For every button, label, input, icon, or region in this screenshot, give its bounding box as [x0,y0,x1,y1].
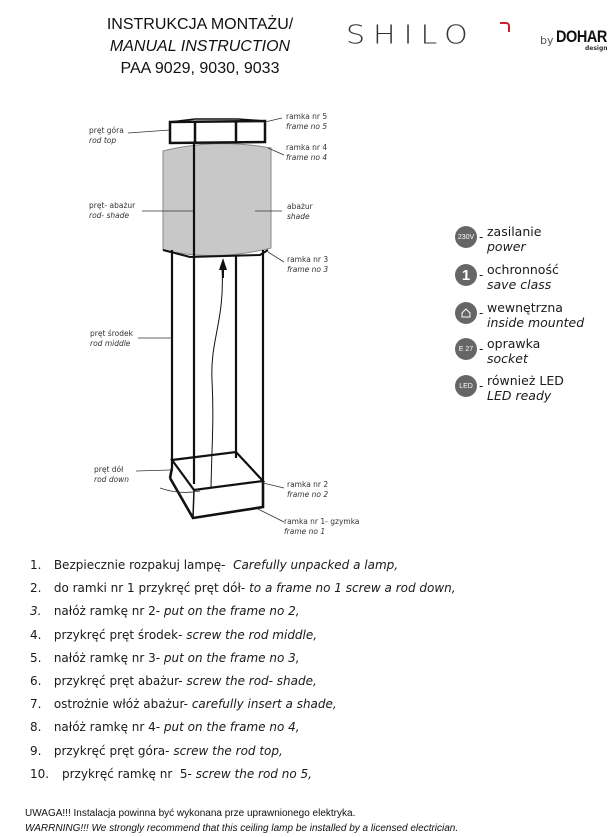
logo-by: by [540,34,554,47]
label-frame-2-en: frame no 2 [287,490,329,499]
dohar-logo: DOHAR [556,27,607,46]
label-rod-top-en: rod top [89,136,117,145]
step-en: put on the frame no 2, [163,604,300,619]
label-rod-middle-pl: pręt środek [90,329,133,338]
step-pl: nałóż ramkę nr 2- [53,604,161,619]
feature-power-en: power [487,239,526,254]
label-rod-shade-en: rod- shade [89,211,130,220]
safety-class-1-icon: 1 [455,264,477,286]
label-shade-pl: abażur [287,202,313,211]
step-item: 10. przykręć ramkę nr 5- screw the rod no 5, [30,766,312,781]
step-item: 6. przykręć pręt abażur- screw the rod- shade, [30,673,317,688]
feature-power-pl: zasilanie [487,224,542,239]
step-pl: Bezpiecznie rozpakuj lampę- [53,558,226,572]
label-frame-3-pl: ramka nr 3 [287,255,329,264]
step-en: screw the rod top, [173,743,283,758]
step-en: put on the frame no 3, [163,650,300,665]
step-item: 2. do ramki nr 1 przykręć pręt dół- to a frame no 1 screw a rod down, [30,581,456,596]
warning-en: WARRNING!!! We strongly recommend that this ceiling lamp be installed by a licensed electrician. [25,823,459,834]
label-frame-1-en: frame no 1 [284,527,326,536]
label-frame-4-en: frame no 4 [286,153,328,162]
title-polish: INSTRUKCJA MONTAŻU/ [106,16,294,33]
step-item: 7. ostrożnie włóż abażur- carefully insert a shade, [30,697,337,712]
step-en: screw the rod no 5, [195,766,312,781]
label-frame-5 [286,112,327,132]
label-frame-2 [287,480,328,500]
frame-1 [170,478,263,518]
warning-pl: UWAGA!!! Instalacja powinna być wykonana prze uprawnionego elektryka. [25,808,356,819]
step-en: screw the rod- shade, [186,673,317,688]
lamp-shade [163,144,271,256]
step-en: carefully insert a shade, [191,697,337,712]
arrow-up-icon [219,258,227,278]
step-item: 1. Bezpiecznie rozpakuj lampę- Carefully unpacked a lamp, [30,558,399,572]
label-frame-4 [286,143,327,163]
label-shade [287,202,313,222]
led-ready-icon: LED [455,375,477,397]
step-en: to a frame no 1 screw a rod down, [249,581,456,596]
label-rod-down-en: rod down [94,475,130,484]
warning-notice [25,806,458,836]
label-rod-shade-pl: pręt- abażur [89,201,136,210]
feature-led-ready-en: LED ready [487,388,552,403]
feature-safety-class-pl: ochronność [487,262,559,277]
label-rod-down-pl: pręt dół [94,465,124,474]
step-pl: przykręć ramkę nr 5- [62,766,192,781]
label-frame-3-en: frame no 3 [287,265,329,274]
label-rod-down [94,465,129,485]
step-pl: nałóż ramkę nr 3- [53,650,161,665]
dohar-design-label: design [585,45,608,52]
assembly-steps [30,558,456,790]
feature-indoor-en: inside mounted [487,315,585,330]
step-pl: ostrożnie włóż abażur- [53,697,188,712]
step-pl: przykręć pręt środek- [53,627,183,642]
label-frame-2-pl: ramka nr 2 [287,480,329,489]
step-item: 3. nałóż ramkę nr 2- put on the frame no 2, [30,604,300,619]
step-pl: nałóż ramkę nr 4- [53,720,161,735]
label-rod-middle [90,329,133,349]
feature-socket-pl: oprawka [487,336,541,351]
step-item: 5. nałóż ramkę nr 3- put on the frame no 3, [30,650,300,665]
step-item: 4. przykręć pręt środek- screw the rod middle, [30,627,318,642]
step-pl: przykręć pręt góra- [53,743,170,758]
step-pl: przykręć pręt abażur- [53,673,183,688]
label-rod-middle-en: rod middle [90,339,131,348]
label-frame-1 [284,517,360,537]
label-rod-shade [89,201,135,221]
brand-name: SHILO [346,20,476,51]
feature-socket-en: socket [487,351,528,366]
label-frame-5-pl: ramka nr 5 [286,112,328,121]
feature-safety-class-en: save class [487,277,552,292]
step-en: Carefully unpacked a lamp, [233,558,399,572]
label-rod-top [89,126,124,146]
indoor-house-icon [455,302,477,324]
step-en: screw the rod middle, [186,627,318,642]
feature-led-ready-pl: również LED [487,373,564,388]
label-frame-1-pl: ramka nr 1- gzymka [284,517,360,526]
label-frame-5-en: frame no 5 [286,122,328,131]
label-frame-4-pl: ramka nr 4 [286,143,328,152]
model-numbers: PAA 9029, 9030, 9033 [120,60,280,77]
power-230v-icon: 230V [455,226,477,248]
step-item: 9. przykręć pręt góra- screw the rod top, [30,743,283,758]
step-pl: do ramki nr 1 przykręć pręt dół- [53,581,246,596]
title-english: MANUAL INSTRUCTION [109,38,291,55]
step-en: put on the frame no 4, [163,720,300,735]
label-rod-top-pl: pręt góra [89,126,124,135]
socket-e27-icon: E 27 [455,338,477,360]
frame-2 [172,452,263,490]
frame-5 [170,119,265,143]
feature-indoor-pl: wewnętrzna [487,300,563,315]
label-frame-3 [287,255,328,275]
label-shade-en: shade [287,212,310,221]
step-item: 8. nałóż ramkę nr 4- put on the frame no 4, [30,720,300,735]
